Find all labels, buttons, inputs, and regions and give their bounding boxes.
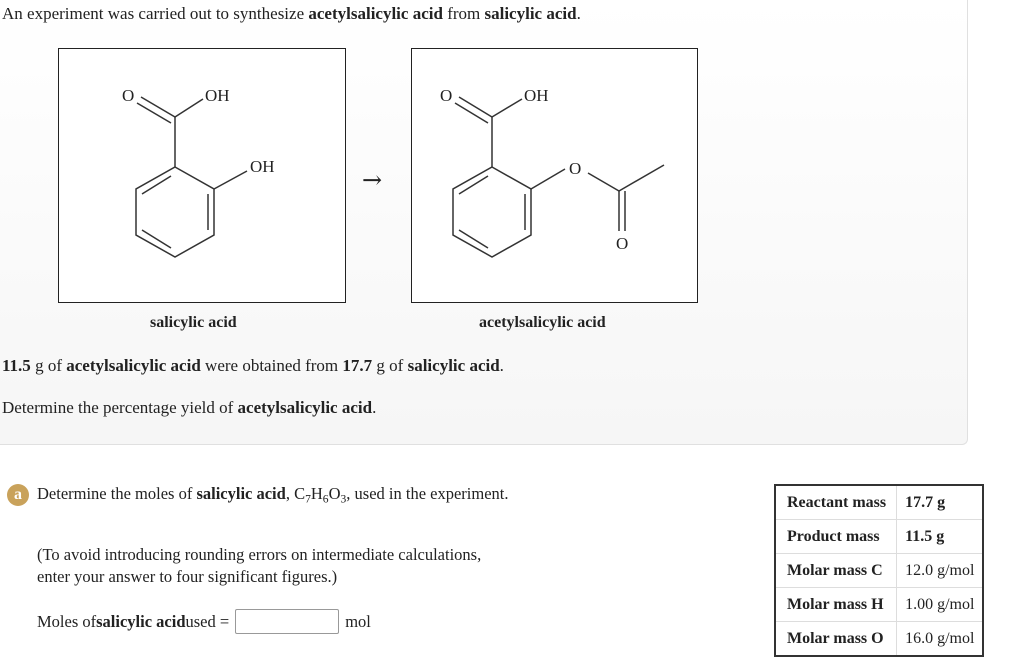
table-value: 11.5 g: [897, 520, 984, 554]
part-a-note: (To avoid introducing rounding errors on intermediate calculations, enter your answer to four significant figures.): [37, 545, 482, 586]
table-value: 17.7 g: [897, 485, 984, 520]
atom-carbonyl-o: O: [616, 234, 629, 253]
acetylsalicylic-acid-drawing: [412, 49, 697, 302]
moles-unit: mol: [345, 611, 371, 631]
data-table: [774, 484, 984, 657]
moles-input[interactable]: [235, 609, 339, 634]
table-key: Reactant mass: [775, 485, 897, 520]
salicylic-acid-drawing: [59, 49, 345, 302]
table-row: [775, 485, 983, 520]
table-key: Molar mass H: [775, 588, 897, 622]
atom-oh: OH: [524, 86, 549, 105]
atom-oh: OH: [205, 86, 230, 105]
part-a-question: Determine the moles of salicylic acid, $C_7H_6O_3$, used in the experiment.: [37, 484, 509, 506]
table-key: Molar mass C: [775, 554, 897, 588]
reaction-arrow: →: [362, 166, 383, 194]
part-a-answer-row: Moles of salicylic acid used = mol: [37, 609, 371, 634]
table-value: 16.0 g/mol: [905, 629, 975, 647]
table-row: [775, 588, 983, 622]
given-statement: 11.5 g of acetylsalicylic acid were obtained from 17.7 g of salicylic acid.: [2, 356, 504, 375]
table-value: 1.00 g/mol: [897, 588, 984, 622]
atom-ester-o: O: [569, 159, 582, 178]
table-key: Product mass: [775, 520, 897, 554]
atom-oh-phenol: OH: [250, 157, 275, 176]
reactant-label: salicylic acid: [150, 314, 237, 331]
intro-text: An experiment was carried out to synthesize acetylsalicylic acid from salicylic acid.: [2, 4, 581, 23]
salicylic-acid-structure: [58, 48, 346, 303]
task-statement: Determine the percentage yield of acetylsalicylic acid.: [2, 398, 377, 417]
atom-o: O: [440, 86, 453, 105]
acetylsalicylic-acid-structure: [411, 48, 698, 303]
atom-o: O: [122, 86, 135, 105]
table-row: [775, 520, 983, 554]
table-row: [775, 622, 983, 657]
table-row: [775, 554, 983, 588]
table-value: 12.0 g/mol: [897, 554, 984, 588]
part-a-badge: a: [7, 484, 29, 506]
product-label: acetylsalicylic acid: [479, 314, 606, 331]
table-key: Molar mass O: [775, 622, 897, 657]
